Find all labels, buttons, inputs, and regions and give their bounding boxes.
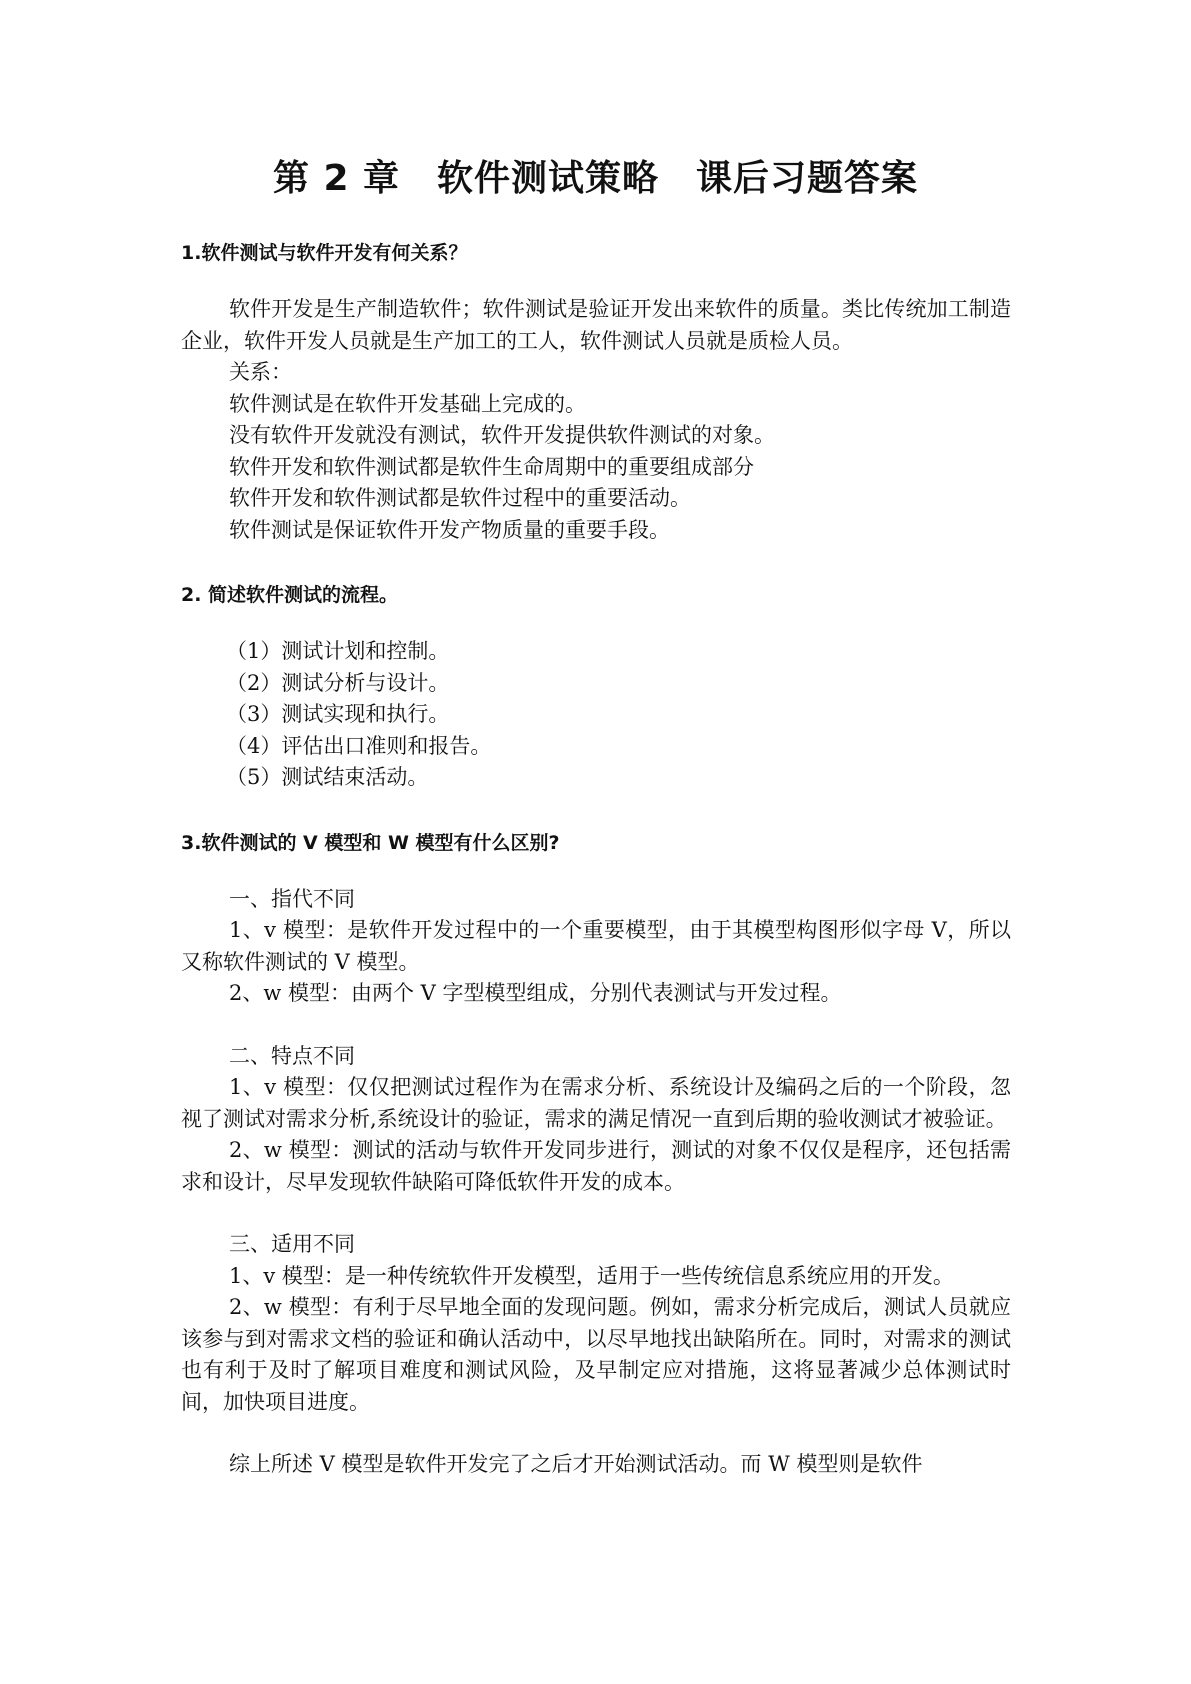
q1-relation-item: 软件测试是保证软件开发产物质量的重要手段。: [229, 517, 670, 542]
q1-relation-item: 没有软件开发就没有测试，软件开发提供软件测试的对象。: [229, 423, 775, 447]
q3-section-item: 1、v 模型：是软件开发过程中的一个重要模型，由于其模型构图形似字母 V，所以又称软件测试的 V 模型。: [181, 918, 1011, 974]
q3-section-item: 2、w 模型：测试的活动与软件开发同步进行，测试的对象不仅仅是程序，还包括需求和设计，尽早发现软件缺陷可降低软件开发的成本。: [181, 1138, 1011, 1194]
q3-section-item: 2、w 模型：有利于尽早地全面的发现问题。例如，需求分析完成后，测试人员就应该参与到对需求文档的验证和确认活动中，以尽早地找出缺陷所在。同时，对需求的测试也有利于及时了解项目难度和测试风险，及早制定应对措施，这将显著减少总体测试时间，加快项目进度。: [181, 1295, 1011, 1414]
q2-step-item: （3）测试实现和执行。: [226, 702, 450, 726]
q3-section-heading: 三、适用不同: [229, 1232, 355, 1256]
document-body: [181, 238, 1011, 1481]
q3-section-item: 2、w 模型：由两个 V 字型模型组成，分别代表测试与开发过程。: [229, 981, 842, 1005]
q3-summary: 综上所述 V 模型是软件开发完了之后才开始测试活动。而 W 模型则是软件: [229, 1452, 923, 1476]
q1-answer-paragraph: 软件开发是生产制造软件；软件测试是验证开发出来软件的质量。类比传统加工制造企业，软件开发人员就是生产加工的工人，软件测试人员就是质检人员。: [181, 297, 1011, 353]
q3-section-item: 1、v 模型：是一种传统软件开发模型，适用于一些传统信息系统应用的开发。: [229, 1263, 954, 1288]
q1-relation-label: 关系：: [229, 360, 292, 384]
q1-relation-item: 软件开发和软件测试都是软件生命周期中的重要组成部分: [229, 454, 754, 479]
q2-step-item: （4）评估出口准则和报告。: [226, 733, 492, 758]
q2-step-item: （2）测试分析与设计。: [226, 670, 450, 695]
page-title: 第 2 章 软件测试策略 课后习题答案: [272, 158, 919, 199]
q3-section-heading: 二、特点不同: [229, 1043, 355, 1068]
q1-relation-item: 软件开发和软件测试都是软件过程中的重要活动。: [229, 486, 691, 510]
q3-section-item: 1、v 模型：仅仅把测试过程作为在需求分析、系统设计及编码之后的一个阶段，忽视了测试对需求分析,系统设计的验证，需求的满足情况一直到后期的验收测试才被验证。: [181, 1075, 1011, 1131]
question-1: 1.软件测试与软件开发有何关系？: [181, 242, 468, 264]
question-3: 3.软件测试的 V 模型和 W 模型有什么区别?: [181, 831, 560, 854]
q3-section-heading: 一、指代不同: [229, 886, 355, 911]
question-2: 2. 简述软件测试的流程。: [181, 584, 399, 606]
q2-step-item: （1）测试计划和控制。: [226, 639, 450, 663]
q2-step-item: （5）测试结束活动。: [226, 765, 429, 789]
q1-relation-item: 软件测试是在软件开发基础上完成的。: [229, 391, 586, 416]
